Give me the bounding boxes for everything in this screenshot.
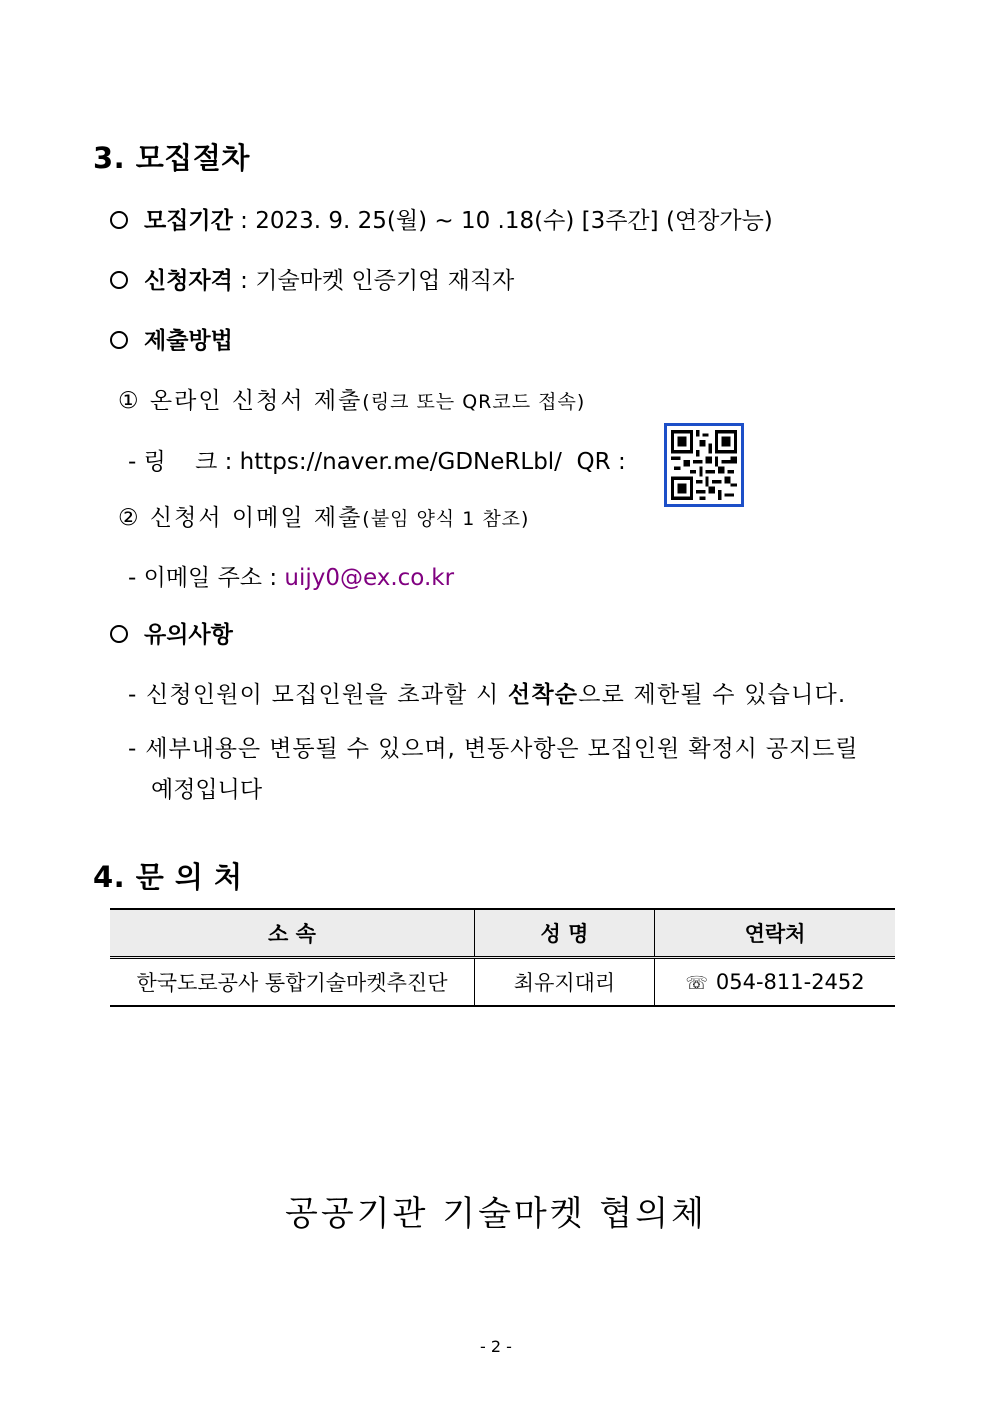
note-1 — [128, 676, 846, 709]
recruit-period — [110, 202, 773, 235]
note-2-line-2: 예정입니다 — [151, 777, 263, 803]
online-submission-sub: (링크 또는 QR코드 접속) — [362, 391, 586, 413]
online-submission — [118, 382, 585, 415]
qualification-label: 신청자격 — [144, 268, 233, 294]
note-1-bold: 선착순 — [507, 682, 579, 708]
email-prefix: - 이메일 주소 : — [128, 565, 285, 591]
bullet-circle-icon — [110, 331, 128, 349]
header-affiliation: 소 속 — [110, 909, 475, 958]
link-url[interactable]: https://naver.me/GDNeRLbl/ — [239, 449, 562, 475]
bullet-circle-icon — [110, 211, 128, 229]
email-submission-sub: (붙임 양식 1 참조) — [362, 508, 530, 530]
section-4-title: 4. 문 의 처 — [93, 860, 243, 894]
email-submission — [118, 499, 529, 532]
submission-method-label: 제출방법 — [144, 328, 233, 354]
contact-table-header — [110, 909, 895, 958]
cell-phone — [655, 958, 896, 1007]
link-line — [128, 443, 626, 476]
contact-table — [110, 908, 895, 1007]
phone-number: 054-811-2452 — [715, 970, 865, 994]
qualification-value: : 기술마켓 인증기업 재직자 — [232, 268, 515, 294]
page-number: - 2 - — [480, 1337, 512, 1356]
organization-title: 공공기관 기술마켓 협의체 — [285, 1194, 707, 1234]
qr-code-image[interactable] — [664, 423, 744, 507]
note-1-pre: - 신청인원이 모집인원을 초과할 시 — [128, 682, 508, 708]
note-2-line-1: - 세부내용은 변동될 수 있으며, 변동사항은 모집인원 확정시 공지드릴 — [128, 736, 859, 762]
phone-icon: ☏ — [685, 973, 708, 994]
notes-label: 유의사항 — [144, 622, 233, 648]
link-prefix: - 링 크 : — [128, 449, 240, 475]
submission-method — [110, 322, 233, 355]
email-line — [128, 559, 454, 592]
header-name: 성 명 — [475, 909, 655, 958]
notes — [110, 616, 233, 649]
bullet-circle-icon — [110, 271, 128, 289]
cell-affiliation: 한국도로공사 통합기술마켓추진단 — [110, 958, 475, 1007]
recruit-period-label: 모집기간 — [144, 208, 233, 234]
qualification — [110, 262, 514, 295]
email-submission-main: ② 신청서 이메일 제출 — [118, 505, 363, 531]
online-submission-main: ① 온라인 신청서 제출 — [118, 388, 363, 414]
bullet-circle-icon — [110, 625, 128, 643]
email-address-link[interactable]: uijy0@ex.co.kr — [284, 565, 455, 591]
table-row — [110, 958, 895, 1007]
cell-name: 최유지대리 — [475, 958, 655, 1007]
qr-label: QR : — [561, 449, 626, 475]
recruit-period-value: : 2023. 9. 25(월) ~ 10 .18(수) [3주간] (연장가능) — [232, 208, 773, 234]
note-1-post: 으로 제한될 수 있습니다. — [578, 682, 847, 708]
header-contact: 연락처 — [655, 909, 896, 958]
section-3-title: 3. 모집절차 — [93, 141, 250, 175]
